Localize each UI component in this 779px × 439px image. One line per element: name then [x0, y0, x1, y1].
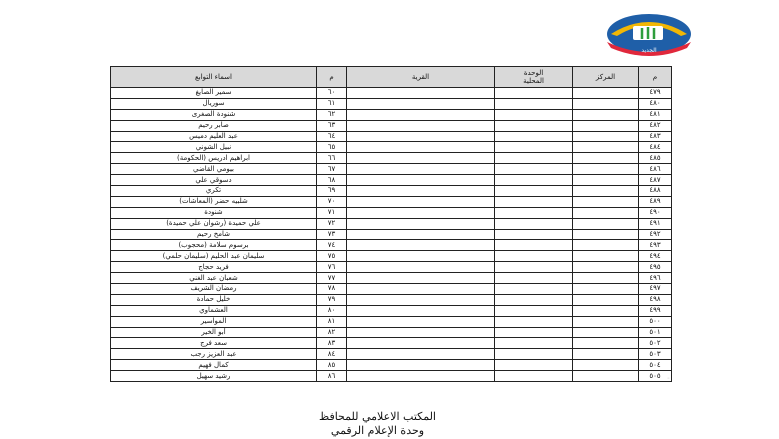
table-body — [111, 88, 672, 382]
table-row — [111, 88, 672, 99]
cell-local-unit — [495, 316, 573, 327]
table-row — [111, 262, 672, 273]
cell-center — [573, 153, 639, 164]
cell-center — [573, 273, 639, 284]
cell-local-unit — [495, 262, 573, 273]
cell-center — [573, 251, 639, 262]
table-row — [111, 316, 672, 327]
cell-hamlet-name: نبيل الشوني — [111, 142, 317, 153]
cell-local-unit — [495, 88, 573, 99]
cell-village — [347, 88, 495, 99]
cell-village — [347, 338, 495, 349]
cell-hamlet-name: عبد العزيز رجب — [111, 349, 317, 360]
table-row — [111, 131, 672, 142]
cell-hamlet-name: تكري — [111, 186, 317, 197]
cell-village — [347, 196, 495, 207]
cell-sub-serial: ٦٩ — [317, 186, 347, 197]
cell-hamlet-name: شنودة الصغرى — [111, 109, 317, 120]
cell-village — [347, 109, 495, 120]
cell-sub-serial: ٧٥ — [317, 251, 347, 262]
cell-serial: ٤٩٣ — [639, 240, 672, 251]
cell-local-unit — [495, 251, 573, 262]
cell-serial: ٤٩٥ — [639, 262, 672, 273]
cell-hamlet-name: العشماوي — [111, 305, 317, 316]
cell-hamlet-name: شامخ رحيم — [111, 229, 317, 240]
cell-local-unit — [495, 294, 573, 305]
cell-center — [573, 229, 639, 240]
header-local-unit: الوحدة المحلية — [495, 67, 573, 88]
header-serial: م — [639, 67, 672, 88]
cell-village — [347, 98, 495, 109]
cell-sub-serial: ٦٠ — [317, 88, 347, 99]
cell-center — [573, 294, 639, 305]
cell-sub-serial: ٧٠ — [317, 196, 347, 207]
cell-serial: ٤٨٦ — [639, 164, 672, 175]
cell-serial: ٥٠٣ — [639, 349, 672, 360]
cell-serial: ٥٠٤ — [639, 360, 672, 371]
cell-village — [347, 240, 495, 251]
cell-local-unit — [495, 284, 573, 295]
cell-village — [347, 120, 495, 131]
table-row — [111, 229, 672, 240]
decorative-mark: ◦ — [667, 376, 670, 382]
cell-center — [573, 371, 639, 382]
cell-local-unit — [495, 273, 573, 284]
cell-center — [573, 338, 639, 349]
cell-village — [347, 273, 495, 284]
table-row — [111, 240, 672, 251]
cell-serial: ٥٠٠ — [639, 316, 672, 327]
cell-sub-serial: ٨٦ — [317, 371, 347, 382]
table-row — [111, 327, 672, 338]
cell-serial: ٥٠٢ — [639, 338, 672, 349]
table-row — [111, 305, 672, 316]
cell-village — [347, 360, 495, 371]
cell-serial: ٤٨٤ — [639, 142, 672, 153]
cell-hamlet-name: سعد فرج — [111, 338, 317, 349]
cell-hamlet-name: سوريال — [111, 98, 317, 109]
logo-label: الجديد — [641, 47, 657, 54]
cell-sub-serial: ٧٧ — [317, 273, 347, 284]
cell-village — [347, 305, 495, 316]
cell-hamlet-name: سليمان عبد الحليم (سليمان حلمي) — [111, 251, 317, 262]
footer-unit: وحدة الإعلام الرقمي — [330, 424, 425, 437]
cell-local-unit — [495, 196, 573, 207]
header-village: القرية — [347, 67, 495, 88]
cell-serial: ٤٨١ — [639, 109, 672, 120]
cell-serial: ٤٨٧ — [639, 175, 672, 186]
cell-local-unit — [495, 175, 573, 186]
cell-sub-serial: ٨١ — [317, 316, 347, 327]
cell-serial: ٤٨٩ — [639, 196, 672, 207]
cell-hamlet-name: خليل حمادة — [111, 294, 317, 305]
cell-center — [573, 186, 639, 197]
header-hamlet-names: اسماء التوابع — [111, 67, 317, 88]
table-row — [111, 153, 672, 164]
cell-serial: ٤٨٢ — [639, 120, 672, 131]
cell-local-unit — [495, 164, 573, 175]
cell-center — [573, 98, 639, 109]
table-row — [111, 338, 672, 349]
table-row — [111, 164, 672, 175]
cell-hamlet-name: المواسير — [111, 316, 317, 327]
cell-hamlet-name: شعبان عبد الغني — [111, 273, 317, 284]
table-row — [111, 251, 672, 262]
cell-sub-serial: ٨٣ — [317, 338, 347, 349]
footer-office: المكتب الاعلامي للمحافظ — [319, 410, 436, 423]
table-row — [111, 142, 672, 153]
cell-local-unit — [495, 98, 573, 109]
table-row — [111, 186, 672, 197]
cell-hamlet-name: سمير الصايغ — [111, 88, 317, 99]
cell-village — [347, 186, 495, 197]
cell-local-unit — [495, 338, 573, 349]
table-row — [111, 207, 672, 218]
cell-hamlet-name: عبد العليم دميس — [111, 131, 317, 142]
cell-hamlet-name: دسوقي علي — [111, 175, 317, 186]
cell-serial: ٤٩٢ — [639, 229, 672, 240]
cell-hamlet-name: ابراهيم ادريس (الحكومة) — [111, 153, 317, 164]
cell-sub-serial: ٦٥ — [317, 142, 347, 153]
cell-sub-serial: ٦٦ — [317, 153, 347, 164]
cell-hamlet-name: علي حميدة (رشوان علي حميدة) — [111, 218, 317, 229]
cell-center — [573, 142, 639, 153]
cell-serial: ٤٩٧ — [639, 284, 672, 295]
cell-hamlet-name: برسوم سلامة (محجوب) — [111, 240, 317, 251]
cell-serial: ٤٨٥ — [639, 153, 672, 164]
cell-village — [347, 218, 495, 229]
cell-hamlet-name: كمال فهيم — [111, 360, 317, 371]
cell-local-unit — [495, 371, 573, 382]
cell-local-unit — [495, 360, 573, 371]
cell-serial: ٤٧٩ — [639, 88, 672, 99]
cell-sub-serial: ٧١ — [317, 207, 347, 218]
villages-table — [110, 66, 672, 382]
table-row — [111, 196, 672, 207]
cell-sub-serial: ٧٦ — [317, 262, 347, 273]
cell-village — [347, 164, 495, 175]
header-sub-serial: م — [317, 67, 347, 88]
cell-local-unit — [495, 218, 573, 229]
cell-village — [347, 371, 495, 382]
table-header-row — [111, 67, 672, 88]
cell-village — [347, 207, 495, 218]
cell-serial: ٤٩٠ — [639, 207, 672, 218]
cell-center — [573, 360, 639, 371]
cell-serial: ٤٩١ — [639, 218, 672, 229]
cell-serial: ٤٨٨ — [639, 186, 672, 197]
cell-center — [573, 305, 639, 316]
cell-serial: ٥٠٥ — [639, 371, 672, 382]
cell-village — [347, 327, 495, 338]
cell-serial: ٤٩٦ — [639, 273, 672, 284]
cell-sub-serial: ٨٤ — [317, 349, 347, 360]
cell-hamlet-name: بيومي القاضي — [111, 164, 317, 175]
cell-serial: ٤٩٤ — [639, 251, 672, 262]
cell-sub-serial: ٦٤ — [317, 131, 347, 142]
cell-sub-serial: ٧٤ — [317, 240, 347, 251]
cell-local-unit — [495, 142, 573, 153]
cell-local-unit — [495, 229, 573, 240]
table-row — [111, 109, 672, 120]
cell-center — [573, 109, 639, 120]
cell-hamlet-name: شلبيه حضر (المعاشات) — [111, 196, 317, 207]
table-row — [111, 273, 672, 284]
cell-center — [573, 196, 639, 207]
cell-hamlet-name: فريد حجاج — [111, 262, 317, 273]
cell-local-unit — [495, 109, 573, 120]
cell-village — [347, 153, 495, 164]
cell-village — [347, 262, 495, 273]
cell-sub-serial: ٦٧ — [317, 164, 347, 175]
cell-sub-serial: ٧٩ — [317, 294, 347, 305]
cell-village — [347, 175, 495, 186]
cell-center — [573, 327, 639, 338]
cell-village — [347, 284, 495, 295]
table-row — [111, 371, 672, 382]
cell-center — [573, 218, 639, 229]
cell-local-unit — [495, 207, 573, 218]
table-row — [111, 284, 672, 295]
cell-serial: ٥٠١ — [639, 327, 672, 338]
cell-sub-serial: ٦١ — [317, 98, 347, 109]
cell-serial: ٤٨٠ — [639, 98, 672, 109]
cell-center — [573, 262, 639, 273]
cell-serial: ٤٩٩ — [639, 305, 672, 316]
cell-sub-serial: ٧٣ — [317, 229, 347, 240]
cell-center — [573, 175, 639, 186]
cell-center — [573, 164, 639, 175]
cell-village — [347, 349, 495, 360]
table-row — [111, 294, 672, 305]
cell-local-unit — [495, 327, 573, 338]
cell-hamlet-name: رمضان الشريف — [111, 284, 317, 295]
cell-local-unit — [495, 153, 573, 164]
cell-sub-serial: ٦٨ — [317, 175, 347, 186]
cell-hamlet-name: رشيد سهيل — [111, 371, 317, 382]
cell-center — [573, 88, 639, 99]
table-row — [111, 360, 672, 371]
cell-hamlet-name: شنودة — [111, 207, 317, 218]
header-center: المركز — [573, 67, 639, 88]
cell-center — [573, 207, 639, 218]
cell-sub-serial: ٧٢ — [317, 218, 347, 229]
cell-center — [573, 349, 639, 360]
table-row — [111, 218, 672, 229]
cell-serial: ٤٩٨ — [639, 294, 672, 305]
cell-center — [573, 120, 639, 131]
table-row — [111, 349, 672, 360]
cell-center — [573, 316, 639, 327]
cell-sub-serial: ٦٢ — [317, 109, 347, 120]
cell-village — [347, 142, 495, 153]
cell-village — [347, 294, 495, 305]
cell-village — [347, 229, 495, 240]
cell-village — [347, 251, 495, 262]
governorate-logo — [595, 12, 703, 56]
cell-hamlet-name: أبو الخير — [111, 327, 317, 338]
cell-sub-serial: ٨٢ — [317, 327, 347, 338]
cell-local-unit — [495, 240, 573, 251]
cell-village — [347, 316, 495, 327]
cell-center — [573, 240, 639, 251]
cell-local-unit — [495, 186, 573, 197]
cell-local-unit — [495, 305, 573, 316]
table-row — [111, 98, 672, 109]
cell-hamlet-name: صابر رحيم — [111, 120, 317, 131]
table-row — [111, 120, 672, 131]
table-row — [111, 175, 672, 186]
cell-center — [573, 131, 639, 142]
cell-sub-serial: ٧٨ — [317, 284, 347, 295]
cell-local-unit — [495, 349, 573, 360]
cell-sub-serial: ٨٥ — [317, 360, 347, 371]
cell-sub-serial: ٨٠ — [317, 305, 347, 316]
cell-local-unit — [495, 131, 573, 142]
cell-sub-serial: ٦٣ — [317, 120, 347, 131]
cell-center — [573, 284, 639, 295]
cell-local-unit — [495, 120, 573, 131]
cell-village — [347, 131, 495, 142]
cell-serial: ٤٨٣ — [639, 131, 672, 142]
